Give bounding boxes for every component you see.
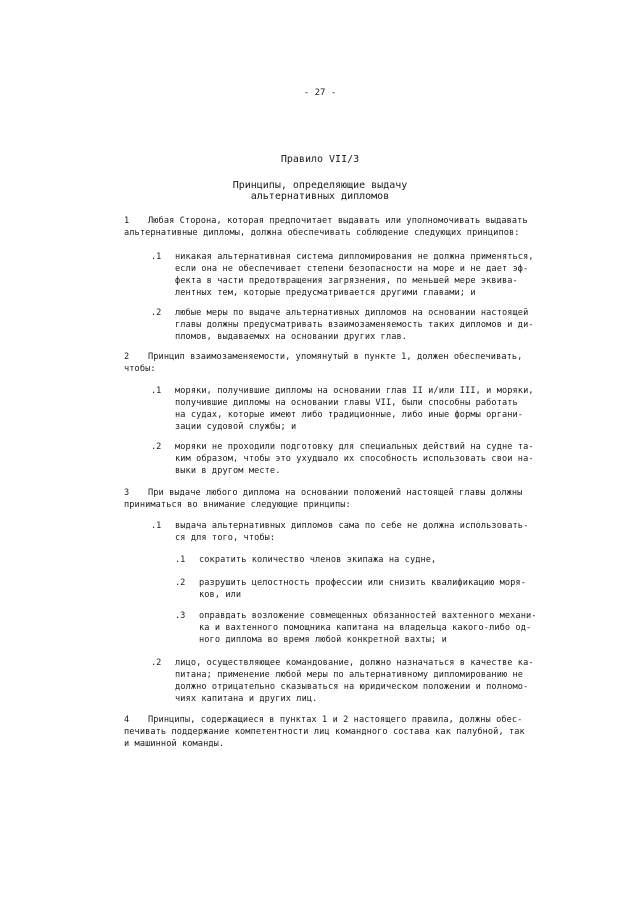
item-2-2-number: .2	[151, 442, 162, 452]
item-2-1-line-4: зации судовой службы; и	[175, 422, 297, 432]
subitem-3-1-2-line-2: ков, или	[199, 590, 242, 600]
paragraph-1-number: 1	[124, 216, 130, 226]
item-2-2-line-1: моряки не проходили подготовку для специальных действий на судне та-	[175, 442, 534, 452]
paragraph-2-line-2: чтобы:	[124, 364, 156, 374]
paragraph-3-line-1: При выдаче любого диплома на основании положений настоящей главы должны	[148, 488, 523, 498]
item-3-1-line-1: выдача альтернативных дипломов сама по себе не должна использовать-	[175, 521, 529, 531]
item-2-1-line-3: на судах, которые имеют либо традиционные, либо иные формы органи-	[175, 410, 524, 420]
item-1-1-number: .1	[151, 252, 162, 262]
paragraph-2-number: 2	[124, 352, 130, 362]
item-1-1-line-2: если она не обеспечивает степени безопасности на море и не дает эф-	[175, 264, 529, 274]
item-1-2-number: .2	[151, 308, 162, 318]
item-1-1-line-4: лентных тем, которые предусматривается другими главами; и	[175, 288, 476, 298]
item-3-1-line-2: ся для того, чтобы:	[175, 533, 276, 543]
paragraph-1-line-2: альтернативные дипломы, должна обеспечивать соблюдение следующих принципов:	[124, 228, 520, 238]
paragraph-1-line-1: Любая Сторона, которая предпочитает выдавать или уполномочивать выдавать	[148, 216, 528, 226]
item-2-1-line-1: моряки, получившие дипломы на основании глав II и/или III, и моряки,	[175, 386, 534, 396]
page-number: - 27 -	[303, 88, 337, 98]
item-1-1-line-3: фекта в части предотвращения загрязнения, по меньшей мере эквива-	[175, 276, 518, 286]
subitem-3-1-3-number: .3	[175, 611, 186, 621]
subitem-3-1-3-line-2: ка и вахтенного помощника капитана на владельца какого-либо од-	[199, 623, 532, 633]
subitem-3-1-3-line-3: ного диплома во время любой конкретной вахты; и	[199, 635, 447, 645]
subitem-3-1-1-line-1: сократить количество членов экипажа на судне,	[199, 555, 437, 565]
heading-line-2: альтернативных дипломов	[250, 191, 390, 202]
item-1-2-line-3: пломов, выдаваемых на основании других глав.	[175, 332, 408, 342]
paragraph-4-line-1: Принципы, содержащиеся в пунктах 1 и 2 настоящего правила, должны обес-	[148, 715, 523, 725]
subitem-3-1-3-line-1: оправдать возложение совмещенных обязанностей вахтенного механи-	[199, 611, 537, 621]
item-2-1-number: .1	[151, 386, 162, 396]
heading-line-1: Принципы, определяющие выдачу	[232, 180, 408, 191]
subitem-3-1-1-number: .1	[175, 555, 186, 565]
paragraph-3-number: 3	[124, 488, 130, 498]
subitem-3-1-2-line-1: разрушить целостность профессии или снизить квалификацию моря-	[199, 578, 526, 588]
item-3-2-line-3: должно отрицательно сказываться на юридическом положении и полномо-	[175, 682, 529, 692]
item-3-2-line-1: лицо, осуществляющее командование, должно назначаться в качестве ка-	[175, 658, 534, 668]
item-3-2-line-4: чиях капитана и других лиц.	[175, 694, 318, 704]
item-1-2-line-2: главы должны предусматривать взаимозаменяемость таких дипломов и ди-	[175, 320, 534, 330]
item-2-1-line-2: получившие дипломы на основании главы VII, были способны работать	[175, 398, 518, 408]
paragraph-2-line-1: Принцип взаимозаменяемости, упомянутый в пункте 1, должен обеспечивать,	[148, 352, 523, 362]
paragraph-3-line-2: приниматься во внимание следующие принципы:	[124, 500, 351, 510]
item-3-2-number: .2	[151, 658, 162, 668]
item-2-2-line-2: ким образом, чтобы это ухудшало их способность использовать свои на-	[175, 454, 534, 464]
paragraph-4-line-3: и машинной команды.	[124, 739, 225, 749]
item-2-2-line-3: выки в другом месте.	[175, 466, 281, 476]
item-3-1-number: .1	[151, 521, 162, 531]
rule-title: Правило VII/3	[280, 154, 360, 165]
item-1-1-line-1: никакая альтернативная система дипломирования не должна применяться,	[175, 252, 534, 262]
item-1-2-line-1: любые меры по выдаче альтернативных дипломов на основании настоящей	[175, 308, 529, 318]
paragraph-4-line-2: печивать поддержание компетентности лиц командного состава как палубной, так	[124, 727, 525, 737]
subitem-3-1-2-number: .2	[175, 578, 186, 588]
paragraph-4-number: 4	[124, 715, 130, 725]
item-3-2-line-2: питана; применение любой меры по альтернативному дипломированию не	[175, 670, 524, 680]
